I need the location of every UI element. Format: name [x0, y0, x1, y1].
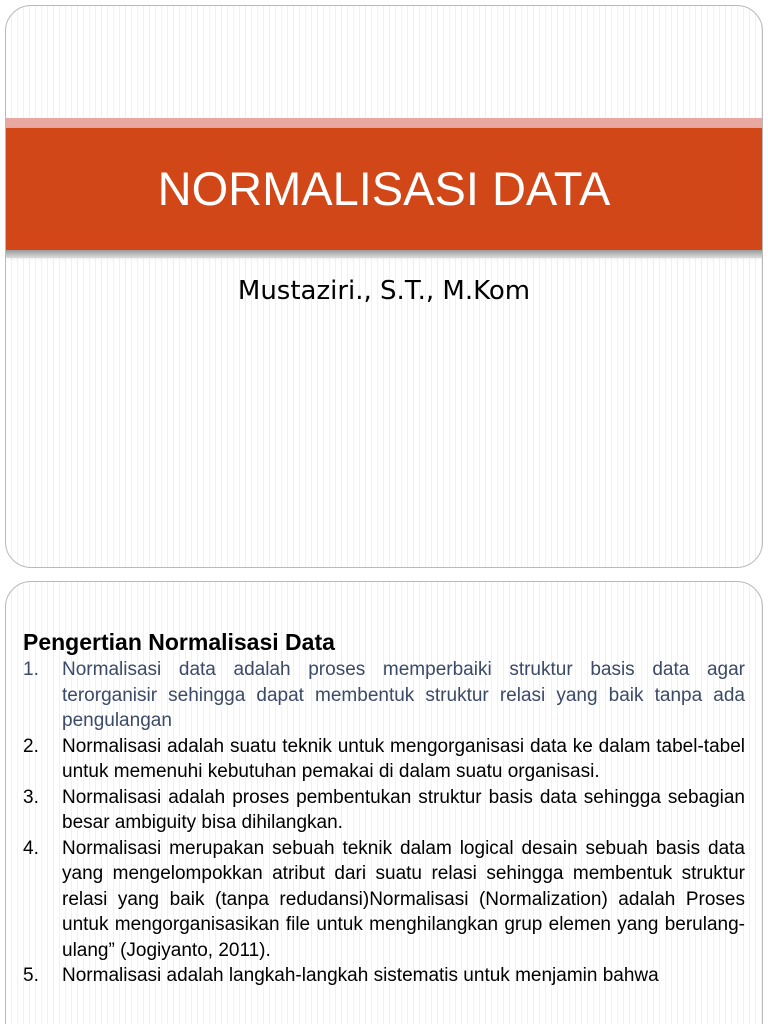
list-item-number: 5.: [23, 965, 39, 986]
list-item-number: 2.: [23, 735, 39, 757]
list-item-text: Normalisasi adalah langkah-langkah sistematis untuk menjamin bahwa: [62, 965, 659, 986]
list-item: [23, 657, 745, 734]
title-band-highlight: [6, 118, 762, 128]
list-item-number: 4.: [23, 837, 39, 859]
content-heading: Pengertian Normalisasi Data: [23, 629, 335, 655]
list-item-text: Normalisasi merupakan sebuah teknik dalam logical desain sebuah basis data yang mengelompokkan atribut dari suatu relasi sehingga membentuk struktur relasi yang baik (tanpa redudansi)Normalisasi (Normalization) adalah Proses untuk mengorganisasikan file untuk menghilangkan grup elemen yang berulang-ulang” (Jogiyanto, 2011).: [62, 837, 745, 961]
content-slide: [5, 581, 763, 1024]
list-item: [23, 734, 745, 785]
list-item: [23, 836, 745, 964]
definition-list: [23, 657, 745, 989]
title-slide: [5, 5, 763, 568]
list-item-text: Normalisasi data adalah proses memperbaiki struktur basis data agar terorganisir sehingga dapat membentuk struktur relasi yang baik tanpa ada pengulangan: [62, 659, 745, 731]
slide-subtitle: Mustaziri., S.T., M.Kom: [237, 276, 531, 306]
list-item: [23, 785, 745, 836]
slide-title: NORMALISASI DATA: [157, 162, 611, 215]
list-item-number: 1.: [23, 659, 39, 680]
list-item: [23, 963, 745, 989]
title-band-shadow: [6, 250, 762, 258]
list-item-text: Normalisasi adalah proses pembentukan struktur basis data sehingga sebagian besar ambiguity bisa dihilangkan.: [62, 786, 745, 833]
list-item-number: 3.: [23, 786, 39, 808]
list-item-text: Normalisasi adalah suatu teknik untuk mengorganisasi data ke dalam tabel-tabel untuk memenuhi kebutuhan pemakai di dalam suatu organisasi.: [62, 735, 745, 782]
